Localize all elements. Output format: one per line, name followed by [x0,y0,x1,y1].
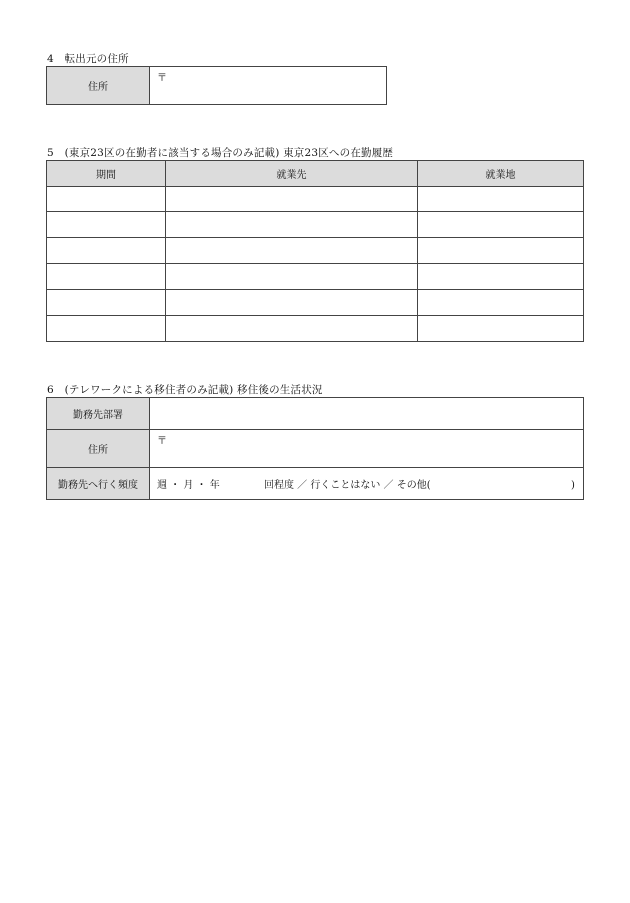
section5-heading: 5 (東京23区の在勤者に該当する場合のみ記載) 東京23区への在勤履歴 [47,147,394,159]
period-cell[interactable] [47,264,166,290]
previous-address-table [46,66,387,105]
department-label: 勤務先部署 [47,398,150,430]
employer-cell[interactable] [166,264,418,290]
table-row [47,264,584,290]
period-cell[interactable] [47,316,166,342]
column-header-period: 期間 [47,161,166,187]
employer-cell[interactable] [166,238,418,264]
commute-frequency-field[interactable] [150,468,584,500]
frequency-units[interactable]: 週 ・ 月 ・ 年 [157,480,220,491]
address-label: 住所 [47,430,150,468]
section4-heading: 4 転出元の住所 [47,53,129,65]
table-row [47,212,584,238]
work-location-cell[interactable] [418,290,584,316]
column-header-employer: 就業先 [166,161,418,187]
work-location-cell[interactable] [418,212,584,238]
period-cell[interactable] [47,290,166,316]
table-row [47,238,584,264]
table-row [47,187,584,212]
period-cell[interactable] [47,212,166,238]
frequency-options[interactable]: 回程度 ／ 行くことはない ／ その他( [264,480,431,491]
postal-mark: 〒 [157,436,167,447]
employer-cell[interactable] [166,212,418,238]
employer-cell[interactable] [166,187,418,212]
work-location-cell[interactable] [418,238,584,264]
address-field[interactable] [150,67,387,105]
address-label: 住所 [47,67,150,105]
table-row [47,316,584,342]
column-header-work-location: 就業地 [418,161,584,187]
employer-cell[interactable] [166,290,418,316]
postal-mark: 〒 [157,73,167,84]
period-cell[interactable] [47,187,166,212]
employment-history-table [46,160,584,342]
employer-cell[interactable] [166,316,418,342]
work-location-cell[interactable] [418,264,584,290]
address-field[interactable] [150,430,584,468]
department-field[interactable] [150,398,584,430]
work-location-cell[interactable] [418,316,584,342]
commute-frequency-label: 勤務先へ行く頻度 [47,468,150,500]
period-cell[interactable] [47,238,166,264]
work-location-cell[interactable] [418,187,584,212]
frequency-close-paren: ) [571,480,575,491]
living-status-table [46,397,584,500]
table-row [47,290,584,316]
section6-heading: 6 (テレワークによる移住者のみ記載) 移住後の生活状況 [47,384,323,396]
